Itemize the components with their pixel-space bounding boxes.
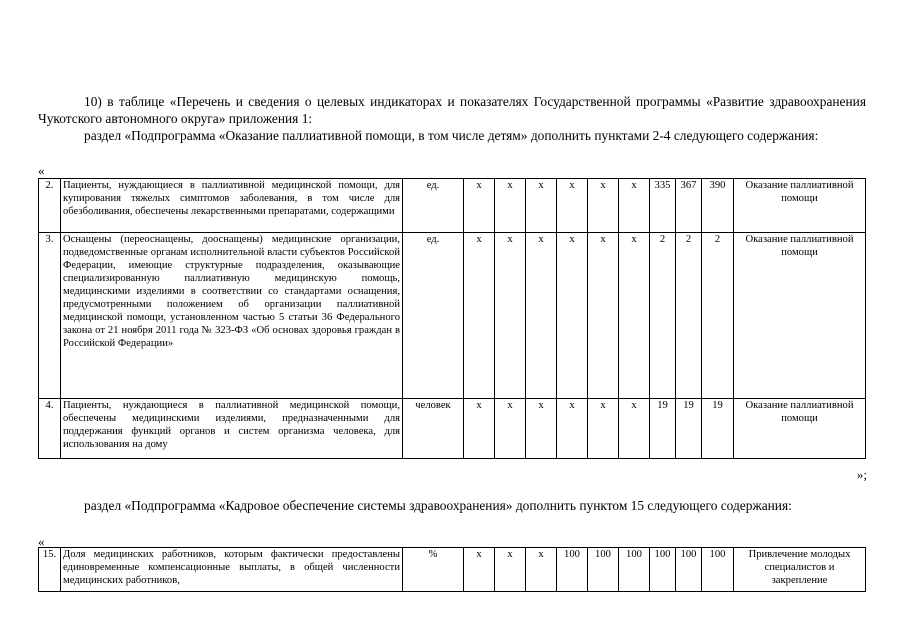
value-cell: x	[495, 399, 526, 459]
value-cell: x	[588, 399, 619, 459]
value-cell: x	[619, 233, 650, 399]
row-number: 2.	[39, 179, 61, 233]
palliative-indicators-table	[38, 178, 866, 459]
value-cell: x	[464, 179, 495, 233]
unit-cell: ед.	[403, 233, 464, 399]
value-cell: x	[619, 179, 650, 233]
subprogram-cell: Оказание паллиативной помощи	[734, 179, 866, 233]
unit-cell: %	[403, 548, 464, 592]
value-cell: x	[464, 548, 495, 592]
value-cell: 19	[702, 399, 734, 459]
value-cell: x	[588, 233, 619, 399]
table-row	[39, 179, 866, 233]
personnel-indicators-table	[38, 547, 866, 592]
value-cell: 100	[557, 548, 588, 592]
value-cell: x	[495, 233, 526, 399]
value-cell: 2	[650, 233, 676, 399]
value-cell: x	[495, 548, 526, 592]
value-cell: x	[557, 399, 588, 459]
paragraph-palliative-section	[38, 127, 866, 144]
value-cell: x	[464, 399, 495, 459]
value-cell: 335	[650, 179, 676, 233]
indicator-name: Доля медицинских работников, которым фактически предоставлены единовременные компенсационные выплаты, в общей численности медицинских работников,	[61, 548, 403, 592]
value-cell: 19	[676, 399, 702, 459]
table-row	[39, 233, 866, 399]
closing-quote: »;	[856, 467, 867, 482]
value-cell: 100	[619, 548, 650, 592]
opening-quote: «	[38, 163, 45, 178]
value-cell: x	[588, 179, 619, 233]
value-cell: 390	[702, 179, 734, 233]
value-cell: 100	[588, 548, 619, 592]
paragraph-text: раздел «Подпрограмма «Оказание паллиативной помощи, в том числе детям» дополнить пунктами 2-4 следующего содержания:	[84, 128, 819, 143]
opening-quote-2: «	[38, 534, 45, 549]
value-cell: 2	[676, 233, 702, 399]
value-cell: x	[526, 179, 557, 233]
row-number: 3.	[39, 233, 61, 399]
indicator-name: Пациенты, нуждающиеся в паллиативной медицинской помощи, обеспечены медицинскими изделиями, предназначенными для поддержания функций органов и систем организма человека, для использования на дому	[61, 399, 403, 459]
table-row	[39, 399, 866, 459]
value-cell: 100	[650, 548, 676, 592]
value-cell: x	[526, 233, 557, 399]
value-cell: x	[495, 179, 526, 233]
table-row	[39, 548, 866, 592]
indicator-name: Пациенты, нуждающиеся в паллиативной медицинской помощи, для купирования тяжелых симптомов заболевания, в том числе для обезболивания, обеспечены лекарственными препаратами, содержащими	[61, 179, 403, 233]
subprogram-cell: Привлечение молодых специалистов и закрепление	[734, 548, 866, 592]
value-cell: x	[557, 179, 588, 233]
unit-cell: ед.	[403, 179, 464, 233]
indicator-name: Оснащены (переоснащены, дооснащены) медицинские организации, подведомственные органам исполнительной власти субъектов Российской Федерации, имеющие структурные подразделения, оказывающие специализированную паллиативную медицинскую помощь, медицинскими изделиями в соответствии со стандартами оснащения, предусмотренными положением об организации паллиативной медицинской помощи, установленном частью 5 статьи 36 Федерального закона от 21 ноября 2011 года № 323-ФЗ «Об основах здоровья граждан в Российской Федерации»	[61, 233, 403, 399]
value-cell: x	[526, 399, 557, 459]
paragraph-personnel-section	[38, 497, 866, 514]
value-cell: 19	[650, 399, 676, 459]
paragraph-text: раздел «Подпрограмма «Кадровое обеспечение системы здравоохранения» дополнить пунктом 15 следующего содержания:	[84, 498, 792, 513]
value-cell: 100	[676, 548, 702, 592]
value-cell: 2	[702, 233, 734, 399]
row-number: 15.	[39, 548, 61, 592]
value-cell: x	[464, 233, 495, 399]
paragraph-table-amendment	[38, 93, 866, 127]
unit-cell: человек	[403, 399, 464, 459]
value-cell: x	[619, 399, 650, 459]
paragraph-text: 10) в таблице «Перечень и сведения о целевых индикаторах и показателях Государственной программы «Развитие здравоохранения Чукотского автономного округа» приложения 1:	[38, 94, 866, 126]
subprogram-cell: Оказание паллиативной помощи	[734, 399, 866, 459]
row-number: 4.	[39, 399, 61, 459]
value-cell: x	[526, 548, 557, 592]
value-cell: 367	[676, 179, 702, 233]
value-cell: 100	[702, 548, 734, 592]
value-cell: x	[557, 233, 588, 399]
subprogram-cell: Оказание паллиативной помощи	[734, 233, 866, 399]
